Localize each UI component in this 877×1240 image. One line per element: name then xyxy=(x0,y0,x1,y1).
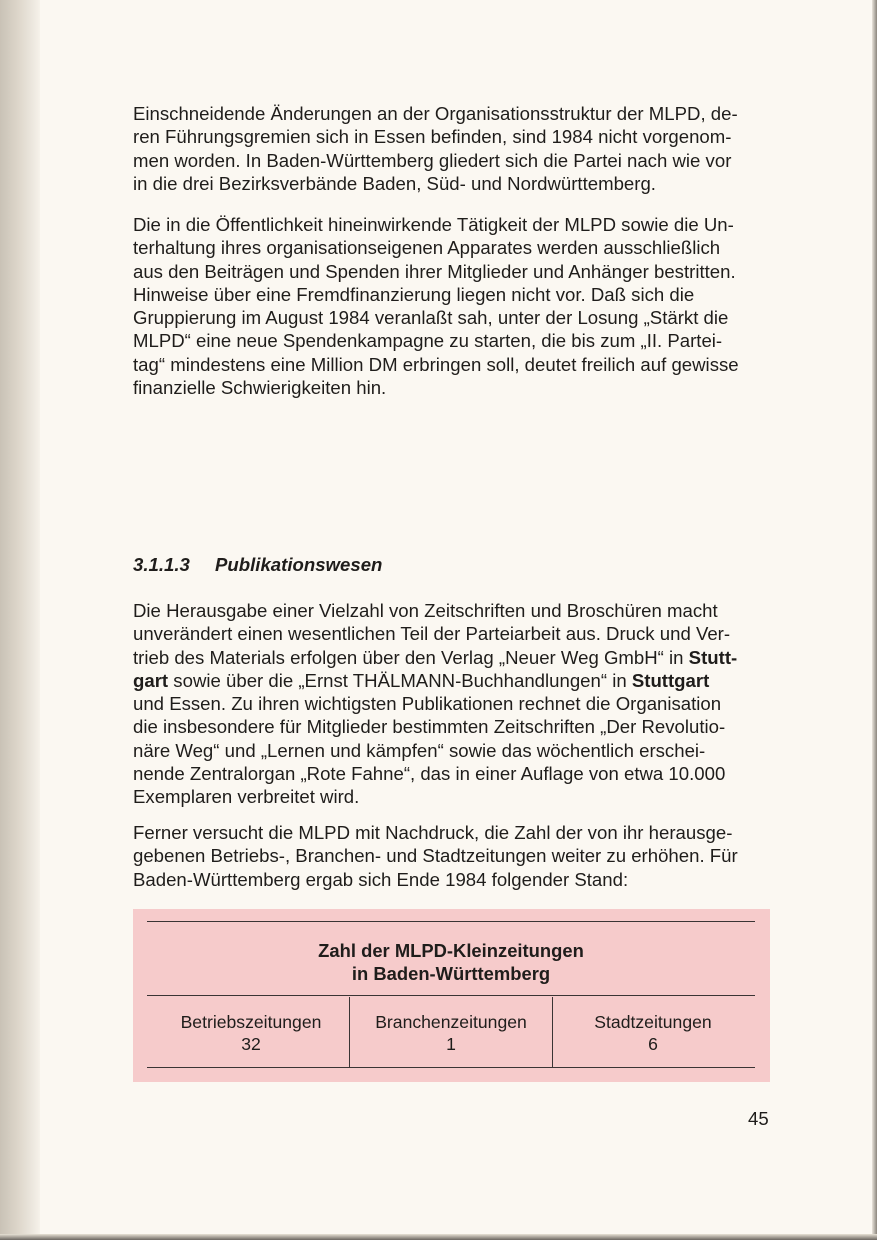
page-right-edge xyxy=(872,0,877,1240)
table-column-value: 1 xyxy=(446,1034,456,1054)
page-number: 45 xyxy=(748,1108,769,1129)
section-number: 3.1.1.3 xyxy=(133,554,190,575)
table-rule-header xyxy=(147,995,755,996)
paragraph-text: Die Herausgabe einer Vielzahl von Zeitschriften und Broschüren macht unverändert einen wesentlichen Teil der Parteiarbeit aus. Druck und Ver- trieb des Materials erfolgen über den Verlag „Neuer Weg GmbH“ in xyxy=(133,600,731,668)
paragraph-organisation: Einschneidende Änderungen an der Organisationsstruktur der MLPD, de- ren Führungsgremien sich in Essen befinden, sind 1984 nicht vorgenom- men worden. In Baden-Württemberg gliedert sich die Partei nach wie vor in die drei Bezirksverbände Baden, Süd- und Nordwürttemberg. xyxy=(133,103,738,194)
table-title-line: in Baden-Württemberg xyxy=(351,963,551,984)
statistics-table-box xyxy=(133,909,770,1082)
table-title-line: Zahl der MLPD-Kleinzeitungen xyxy=(318,940,584,961)
table-column-label: Betriebszeitungen xyxy=(180,1012,322,1032)
paragraph-text: und Essen. Zu ihren wichtigsten Publikationen rechnet die Organisation die insbesondere für Mitglieder bestimmten Zeitschriften „Der Revolutio- näre Weg“ und „Lernen und kämpfen“ sowie das wöchentlich erschei- nende Zentralorgan „Rote Fahne“, das in einer Auflage von etwa 10.000 Exemplaren verbreitet wird. xyxy=(133,693,726,808)
paragraph-kleinzeitungen: Ferner versucht die MLPD mit Nachdruck, die Zahl der von ihr herausge- gebenen Betriebs-, Branchen- und Stadtzeitungen weiter zu erhöhen. Für Baden-Württemberg ergab sich Ende 1984 folgender Stand: xyxy=(133,822,738,890)
paragraph-publikationen xyxy=(133,599,769,809)
book-gutter-shadow xyxy=(0,0,40,1240)
paragraph-finanzierung: Die in die Öffentlichkeit hineinwirkende Tätigkeit der MLPD sowie die Un- terhaltung ihres organisationseigenen Apparates werden ausschließlich aus den Beiträgen und Spenden ihrer Mitglieder und Anhänger bestritten. Hinweise über eine Fremdfinanzierung liegen nicht vor. Daß sich die Gruppierung im August 1984 veranlaßt sah, unter der Losung „Stärkt die MLPD“ eine neue Spendenkampagne zu starten, die bis zum „II. Partei- tag“ mindestens eine Million DM erbringen soll, deutet freilich auf gewisse finanzielle Schwierigkeiten hin. xyxy=(133,214,739,399)
table-column-label: Stadtzeitungen xyxy=(594,1012,712,1032)
table-rule-top xyxy=(147,921,755,922)
table-cell-branchenzeitungen xyxy=(351,1011,551,1055)
table-cell-stadtzeitungen xyxy=(553,1011,753,1055)
table-column-value: 32 xyxy=(241,1034,261,1054)
section-heading xyxy=(133,553,382,576)
table-column-label: Branchenzeitungen xyxy=(375,1012,527,1032)
table-cell-betriebszeitungen xyxy=(151,1011,351,1055)
section-title: Publikationswesen xyxy=(215,554,383,575)
table-rule-bottom xyxy=(147,1067,755,1068)
page-bottom-edge xyxy=(0,1234,877,1240)
bold-place-name: Stuttgart xyxy=(631,669,710,691)
bold-place-name: Stutt- gart xyxy=(133,646,738,691)
table-title xyxy=(147,939,755,985)
table-column-value: 6 xyxy=(648,1034,658,1054)
paragraph-text: sowie über die „Ernst THÄLMANN-Buchhandlungen“ in xyxy=(168,669,632,691)
